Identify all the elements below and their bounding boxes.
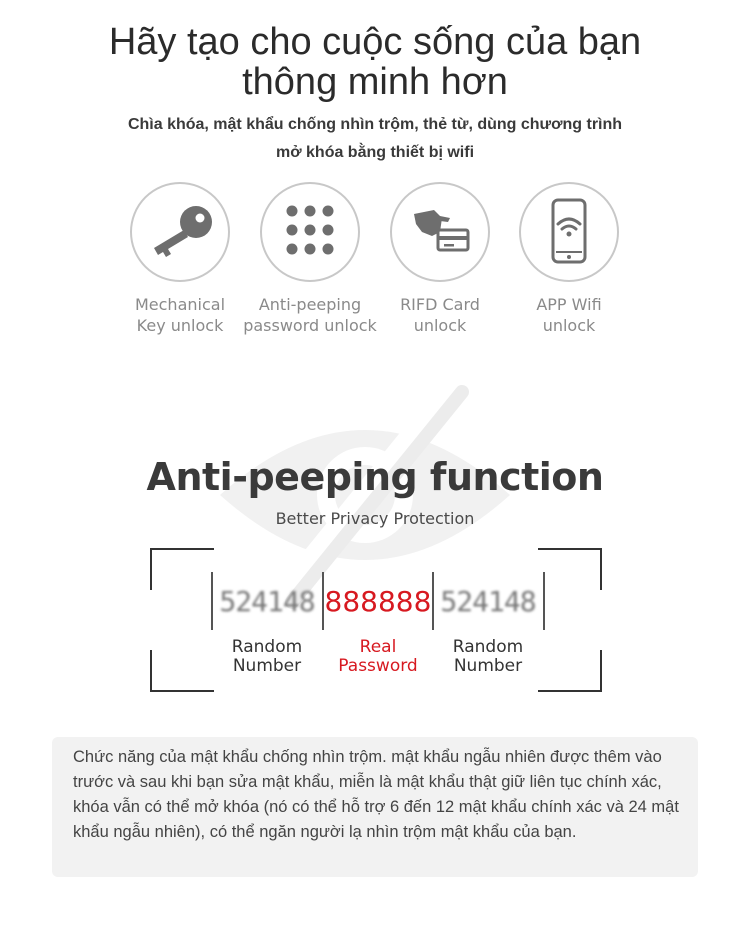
keypad-icon-circle (260, 182, 360, 282)
key-icon-circle (130, 182, 230, 282)
anti-peeping-title: Anti-peeping function (146, 455, 604, 499)
feature-label: RIFD Card unlock (400, 295, 480, 335)
real-password-label: Real Password (338, 637, 418, 676)
unlock-methods (0, 182, 750, 342)
subtitle-line-2: mở khóa bằng thiết bị wifi (275, 144, 475, 161)
phone-wifi-icon (521, 184, 617, 280)
frame-corner-bottom-left (150, 650, 214, 692)
random-number-right: 524148 (440, 585, 536, 618)
feature-key-unlock (105, 182, 255, 336)
card-icon-circle (390, 182, 490, 282)
feature-label: Anti-peeping password unlock (243, 295, 377, 335)
divider (543, 572, 545, 630)
feature-app-wifi-unlock (494, 182, 644, 336)
random-number-left-label: Random Number (231, 637, 303, 676)
feature-label: Mechanical Key unlock (134, 295, 226, 335)
frame-corner-bottom-right (538, 650, 602, 692)
frame-corner-top-left (150, 548, 214, 590)
title-line-1: Hãy tạo cho cuộc sống của bạn (108, 21, 642, 63)
feature-card-unlock (365, 182, 515, 336)
description-text: Chức năng của mật khẩu chống nhìn trộm. mật khẩu ngẫu nhiên được thêm vào trước và sau khi bạn sửa mật khẩu, miễn là mật khẩu thật giữ liên tục chính xác, khóa vẫn có thể mở khóa (nó có thể hỗ trợ 6 đến 12 mật khẩu chính xác và 24 mật khẩu ngẫu nhiên), có thể ngăn người lạ nhìn trộm mật khẩu của bạn. (73, 748, 679, 841)
keypad-icon (262, 184, 358, 280)
random-number-right-label: Random Number (452, 637, 524, 676)
random-number-left: 524148 (219, 585, 315, 618)
page-title (0, 22, 750, 102)
real-password-value: 888888 (324, 585, 432, 618)
phone-wifi-icon-circle (519, 182, 619, 282)
description-box (52, 737, 698, 877)
subtitle-line-1: Chìa khóa, mật khẩu chống nhìn trộm, thẻ từ, dùng chương trình (127, 116, 623, 133)
page-subtitle (0, 111, 750, 167)
key-icon (132, 184, 228, 280)
feature-password-unlock (235, 182, 385, 336)
title-line-2: thông minh hơn (242, 61, 508, 103)
anti-peeping-subtitle: Better Privacy Protection (275, 509, 475, 528)
frame-corner-top-right (538, 548, 602, 590)
card-icon (392, 184, 488, 280)
feature-label: APP Wifi unlock (536, 295, 602, 335)
